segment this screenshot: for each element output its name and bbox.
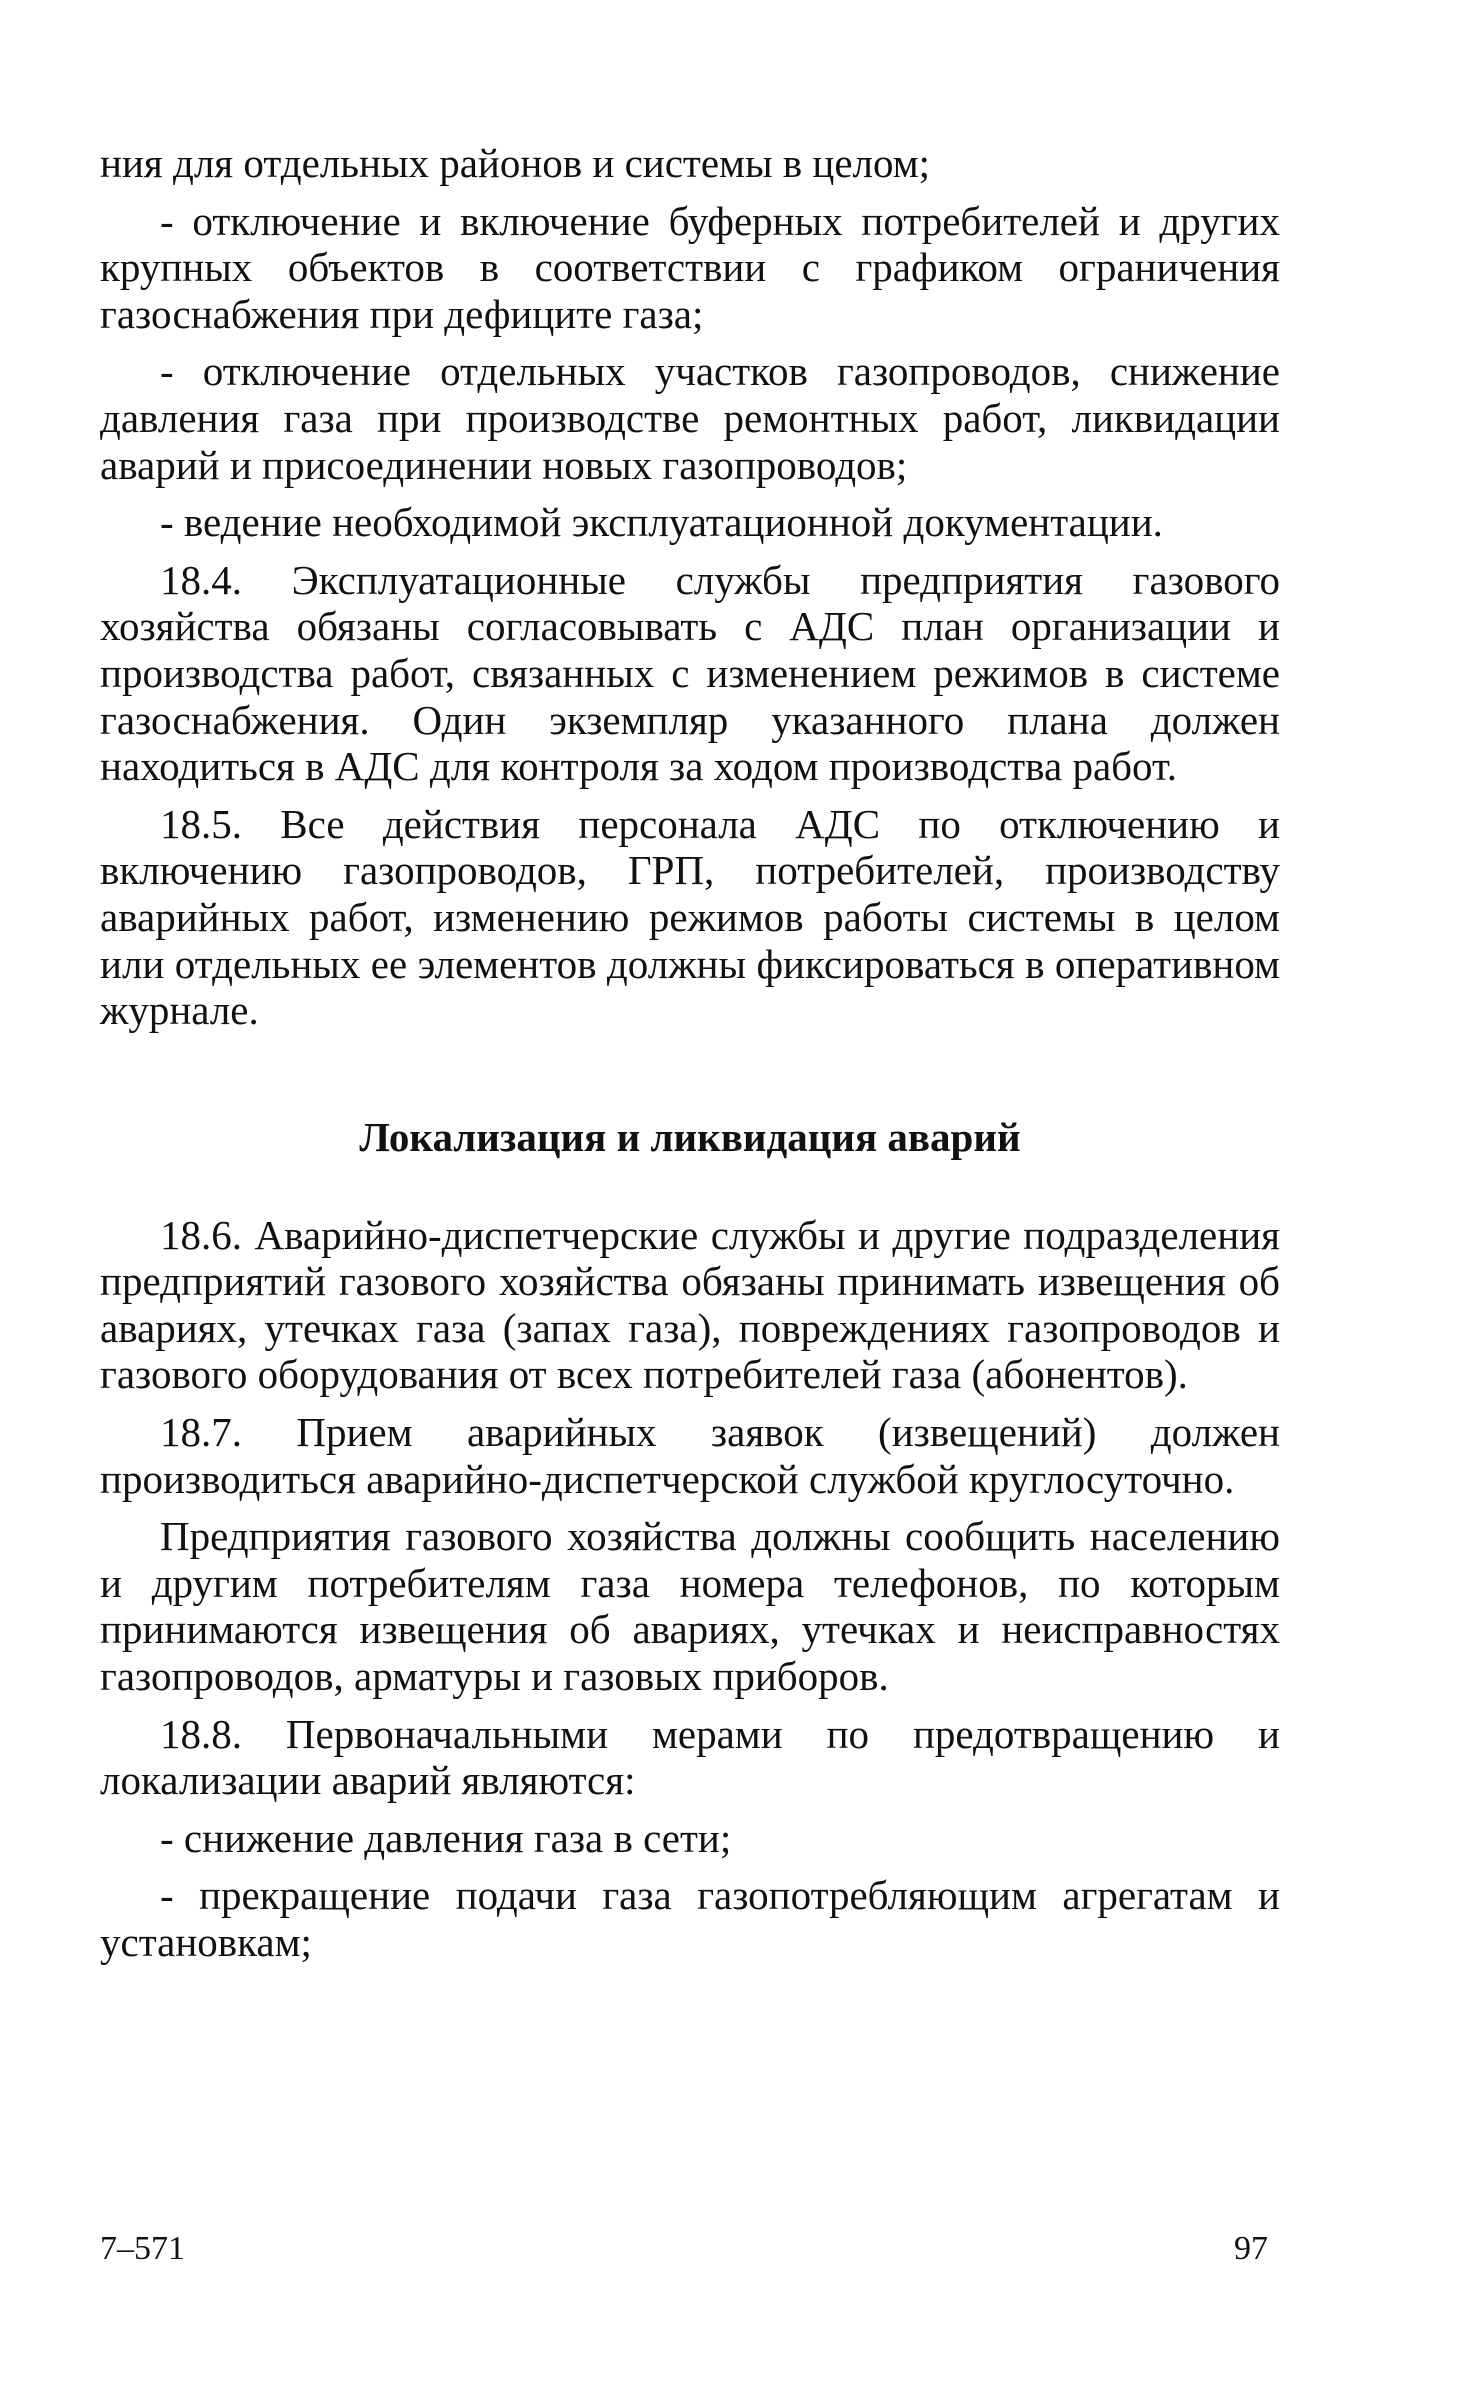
paragraphs-top — [100, 140, 1280, 1034]
paragraph: 18.6. Аварийно-диспетчерские службы и другие подразделения предприятий газового хозяйства обязаны принимать извещения об авариях, утечках газа (запах газа), повреждениях газопроводов и газового оборудования от всех потребителей газа (абонентов). — [100, 1211, 1280, 1398]
paragraph: 18.7. Прием аварийных заявок (извещений) должен производиться аварийно-диспетчерской службой круглосуточно. — [100, 1409, 1280, 1502]
paragraph: 18.8. Первоначальными мерами по предотвращению и локализации аварий являются: — [100, 1710, 1280, 1804]
paragraph: - отключение и включение буферных потребителей и других крупных объектов в соответствии с графиком ограничения газоснабжения при дефиците газа; — [100, 197, 1280, 337]
page-body — [100, 140, 1280, 1977]
section-heading: Локализация и ликвидация аварий — [359, 1113, 1021, 1160]
paragraph: - ведение необходимой эксплуатационной документации. — [160, 499, 1163, 546]
page-number: 97 — [1234, 2230, 1268, 2267]
paragraph: Предприятия газового хозяйства должны сообщить населению и другим потребителям газа номера телефонов, по которым принимаются извещения об авариях, утечках и неисправностях газопроводов, арматуры и газовых приборов. — [100, 1513, 1280, 1700]
paragraph: - отключение отдельных участков газопроводов, снижение давления газа при производстве ремонтных работ, ликвидации аварий и присоединении новых газопроводов; — [100, 348, 1280, 488]
printer-signature: 7–571 — [100, 2230, 185, 2267]
paragraph: 18.4. Эксплуатационные службы предприятия газового хозяйства обязаны согласовывать с АДС план организации и производства работ, связанных с изменением режимов в системе газоснабжения. Один экземпляр указанного плана должен находиться в АДС для контроля за ходом производства работ. — [100, 556, 1280, 790]
paragraph: - снижение давления газа в сети; — [160, 1814, 732, 1861]
paragraphs-bottom — [100, 1212, 1280, 1966]
paragraph: ния для отдельных районов и системы в целом; — [100, 140, 931, 186]
paragraph: 18.5. Все действия персонала АДС по отключению и включению газопроводов, ГРП, потребителей, производству аварийных работ, изменению режимов работы системы в целом или отдельных ее элементов должны фиксироваться в оперативном журнале. — [100, 800, 1280, 1034]
paragraph: - прекращение подачи газа газопотребляющим агрегатам и установкам; — [100, 1872, 1280, 1965]
